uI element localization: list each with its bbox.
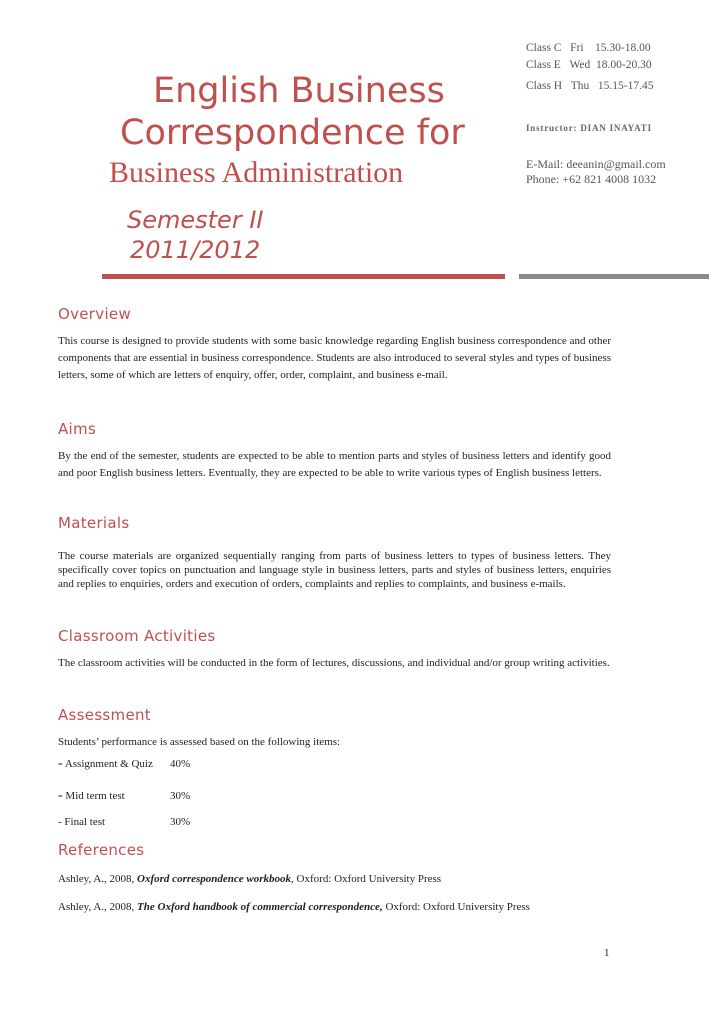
reference-entry (58, 902, 530, 913)
schedule-day: Fri (570, 42, 584, 54)
assessment-item (58, 757, 190, 771)
schedule-class: Class C (526, 42, 562, 54)
assessment-intro: Students’ performance is assessed based on the following items: (58, 736, 341, 748)
document-title-line-2: Correspondence for (120, 113, 465, 153)
overview-text: This course is designed to provide students with some basic knowledge regarding English business correspondence and other components that are essential in business correspondence. Students are also introduced to several styles and types of business letters, some of which are letters of enquiry, offer, order, complaint, and business e-mail. (58, 335, 611, 381)
schedule-row (526, 60, 652, 72)
assessment-item-label (58, 757, 170, 771)
assessment-item-weight: 30% (170, 790, 191, 802)
assessment-item-weight: 40% (170, 758, 191, 770)
assessment-heading: Assessment (58, 706, 151, 724)
assessment-item-label (58, 817, 170, 828)
schedule-day: Wed (569, 59, 591, 71)
document-subtitle: Business Administration (109, 156, 404, 189)
header-rule-accent (102, 274, 505, 279)
assessment-item-text: Assignment & Quiz (64, 758, 153, 770)
assessment-item-weight: 30% (170, 816, 191, 828)
semester-label: Semester II (127, 206, 264, 234)
schedule-class: Class H (526, 80, 563, 92)
assessment-item (58, 817, 190, 828)
overview-heading: Overview (58, 305, 132, 323)
bullet-dash: - (58, 756, 63, 771)
references-heading: References (58, 841, 145, 859)
assessment-item-text: Final test (64, 816, 106, 828)
assessment-item-label (58, 789, 170, 803)
header-rule-gray (519, 274, 709, 279)
reference-title: Oxford correspondence workbook (137, 873, 292, 885)
schedule-row (526, 43, 651, 55)
schedule-class: Class E (526, 59, 561, 71)
schedule-time: 15.15-17.45 (597, 80, 654, 92)
activities-heading: Classroom Activities (58, 627, 216, 645)
materials-heading: Materials (58, 514, 130, 532)
schedule-time: 18.00-20.30 (596, 59, 652, 71)
instructor-name: Instructor: DIAN INAYATI (526, 123, 652, 133)
bullet-dash: - (58, 816, 62, 828)
reference-author: Ashley, A., 2008, (58, 901, 138, 913)
academic-year: 2011/2012 (130, 236, 261, 264)
reference-publisher: Oxford: Oxford University Press (382, 901, 530, 913)
aims-heading: Aims (58, 420, 97, 438)
assessment-item-text: Mid term test (65, 790, 125, 802)
page-number: 1 (604, 947, 610, 959)
reference-author: Ashley, A., 2008, (58, 873, 138, 885)
materials-text: The course materials are organized sequentially ranging from parts of business letters to types of business letters. They specifically cover topics on punctuation and language style in business letters, parts and styles of business letters, enquiries and replies to enquiries, orders and execution of orders, complaints and replies to complaints, and business e-mails. (58, 550, 611, 590)
schedule-time: 15.30-18.00 (595, 42, 651, 54)
schedule-day: Thu (570, 80, 590, 92)
reference-entry (58, 874, 441, 885)
reference-publisher: , Oxford: Oxford University Press (291, 873, 442, 885)
instructor-phone: Phone: +62 821 4008 1032 (526, 172, 657, 186)
activities-text: The classroom activities will be conducted in the form of lectures, discussions, and individual and/or group writing activities. (58, 657, 610, 669)
aims-text: By the end of the semester, students are expected to be able to mention parts and styles of business letters and identify good and poor English business letters. Eventually, they are expected to be able to write various types of English business letters. (58, 450, 611, 479)
document-title-line-1: English Business (153, 71, 445, 111)
bullet-dash: - (58, 788, 63, 803)
assessment-item (58, 789, 190, 803)
instructor-email: E-Mail: deeanin@gmail.com (526, 157, 666, 171)
schedule-row (526, 81, 653, 93)
reference-title: The Oxford handbook of commercial correspondence, (137, 901, 383, 913)
